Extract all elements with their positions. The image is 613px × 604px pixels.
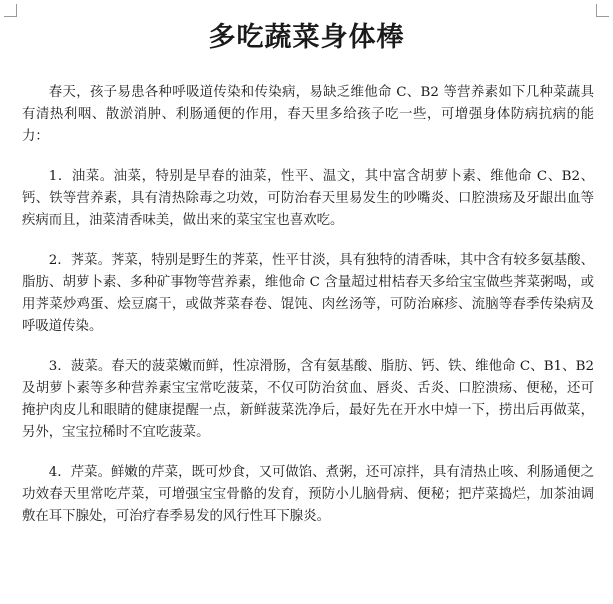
page-corner-mark-left: [4, 4, 17, 17]
intro-paragraph: 春天，孩子易患各种呼吸道传染和传染病，易缺乏维他命 C、B2 等营养素如下几种菜蔬具有清热利咽、散淤消肿、利肠通便的作用，春天里多给孩子吃一些，可增强身体防病抗病的能力：: [22, 85, 594, 144]
paragraph-spinach: 3．菠菜。春天的菠菜嫩而鲜，性凉滑肠，含有氨基酸、脂肪、钙、铁、维他命 C、B1、B2 及胡萝卜素等多种营养素宝宝常吃菠菜，不仅可防治贫血、唇炎、舌炎、口腔溃疡、便秘，还可掩护肉皮儿和眼睛的健康提醒一点，新鲜菠菜洗净后，最好先在开水中焯一下，捞出后再做菜，另外，宝宝拉稀时不宜吃菠菜。: [22, 359, 594, 440]
document-body: [22, 82, 594, 546]
page-corner-mark-right: [596, 4, 609, 17]
paragraph-rapeseed: 1．油菜。油菜，特别是早春的油菜，性平、温文，其中富含胡萝卜素、维他命 C、B2、钙、铁等营养素，具有清热除毒之功效，可防治春天里易发生的吵嘴炎、口腔溃疡及牙龈出血等疾病而且，油菜清香味美，做出来的菜宝宝也喜欢吃。: [22, 169, 594, 228]
document-title: 多吃蔬菜身体棒: [208, 22, 405, 53]
paragraph-shepherds-purse: 2．荠菜。荠菜，特别是野生的荠菜，性平甘淡，具有独特的清香味，其中含有较多氨基酸、脂肪、胡萝卜素、多种矿事物等营养素，维他命 C 含量超过柑桔春天多给宝宝做些荠菜粥喝，或用荠菜炒鸡蛋、烩豆腐干，或做荠菜春卷、馄饨、肉丝汤等，可防治麻疹、流脑等春季传染病及呼吸道传染。: [22, 253, 594, 334]
paragraph-celery: 4．芹菜。鲜嫩的芹菜，既可炒食，又可做馅、煮粥，还可凉拌，具有清热止咳、利肠通便之功效春天里常吃芹菜，可增强宝宝骨骼的发育，预防小儿脑骨病、便秘；把芹菜捣烂，加茶油调敷在耳下腺处，可治疗春季易发的风行性耳下腺炎。: [22, 465, 594, 524]
